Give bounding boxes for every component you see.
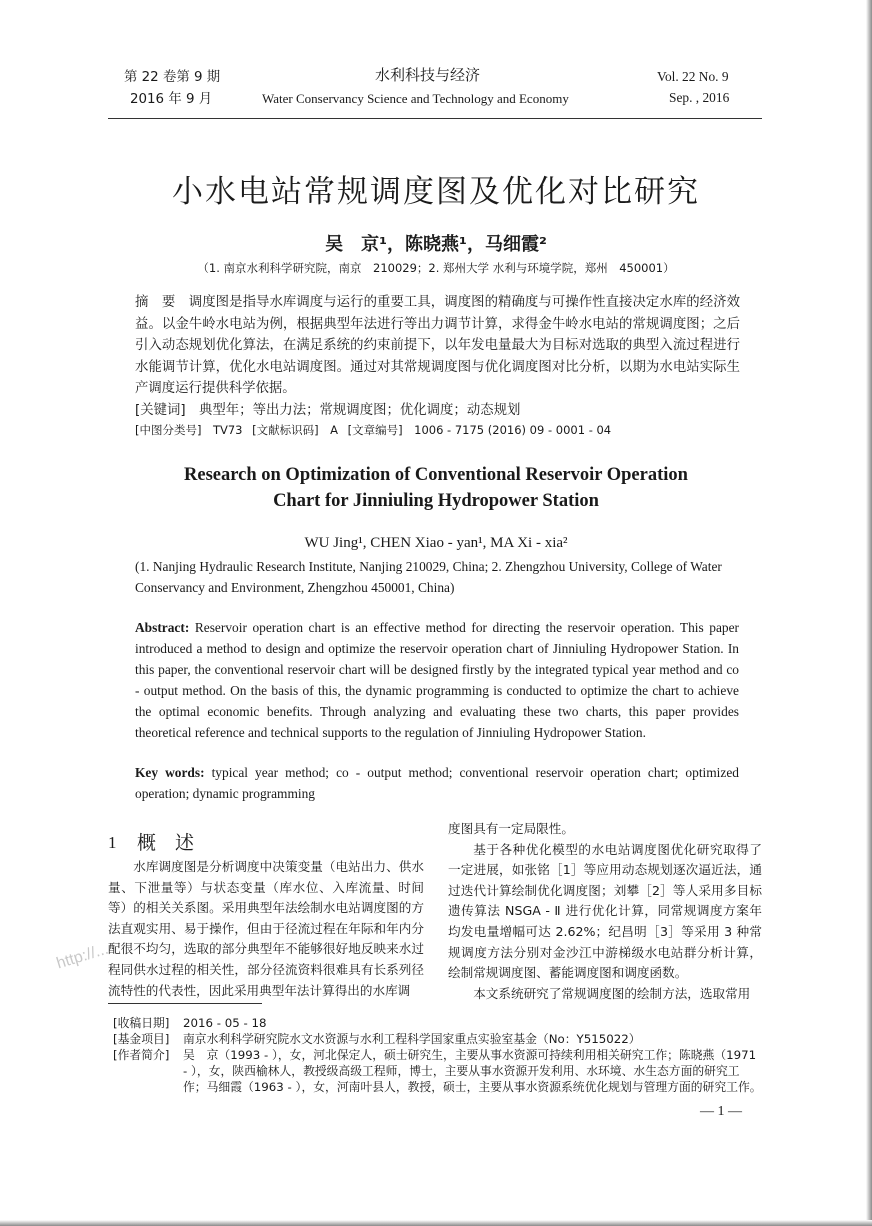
received-date: 2016 - 05 - 18 <box>183 1016 267 1030</box>
keywords-cn: [关键词] 典型年；等出力法；常规调度图；优化调度；动态规划 <box>135 403 521 418</box>
received-label: [收稿日期] <box>113 1016 170 1030</box>
section-title: 概 述 <box>137 832 195 854</box>
abstract-en-text: Reservoir operation chart is an effective method for directing the reservoir operation. This paper introduced a method to design and optimize the reservoir operation chart of Jinniuling Hydropower Station. In this paper, the conventional reservoir chart will be designed firstly by the integrated typical year method and co - output method. On the basis of this, the dynamic programming is conducted to optimize the chart to achieve the optimal economic benefits. Through analyzing and evaluating these two charts, this paper provides theoretical reference and technical supports to the regulation of Jinniuling Hydropower Station. <box>135 620 739 740</box>
body-left-column <box>108 857 424 1001</box>
title-en-line-1: Research on Optimization of Conventional Reservoir Operation <box>184 465 688 485</box>
volume-issue-cn: 第 22 卷第 9 期 <box>124 70 221 85</box>
body-right-column <box>448 819 762 1004</box>
author-bio-label: [作者简介] <box>113 1048 170 1062</box>
page-edge-shadow-bottom <box>0 1220 872 1226</box>
journal-name-en: Water Conservancy Science and Technology and Economy <box>262 91 569 106</box>
clc-code: [中图分类号] TV73 <box>135 423 243 437</box>
author-bio-text: 吴 京（1993 - ），女，河北保定人，硕士研究生，主要从事水资源可持续利用相关研究工作；陈晓燕（1971 - ），女，陕西榆林人，教授级高级工程师，博士，主要从事水资源开发利用、水环境、水生态方面的研究工作；马细霞（1963 - ），女，河南叶县人，教授，硕士，主要从事水资源系统优化规划与管理方面的研究工作。 <box>183 1048 762 1094</box>
keywords-en-label: Key words: <box>135 765 205 780</box>
article-number: [文章编号] 1006 - 7175 (2016) 09 - 0001 - 04 <box>347 423 612 437</box>
doc-code: [文献标识码] A <box>252 423 338 437</box>
body-paragraph: 水库调度图是分析调度中决策变量（电站出力、供水量、下泄量等）与状态变量（库水位、入库流量、时间等）的相关关系图。采用典型年法绘制水电站调度图的方法直观实用、易于操作，但由于径流过程在年际和年内分配很不均匀，选取的部分典型年不能够很好地反映来水过程同供水过程的相关性，部分径流资料很难具有长系列径流特性的代表性，因此采用典型年法计算得出的水库调 <box>108 859 424 998</box>
keywords-en-text: typical year method; co - output method; conventional reservoir operation chart; optimized operation; dynamic programming <box>135 765 739 801</box>
footnote-divider <box>108 1003 262 1004</box>
volume-issue-en: Vol. 22 No. 9 <box>657 69 729 84</box>
abstract-en <box>135 617 739 743</box>
authors-cn: 吴 京¹，陈晓燕¹，马细霞² <box>325 234 547 255</box>
abstract-cn: 摘 要 调度图是指导水库调度与运行的重要工具，调度图的精确度与可操作性直接决定水库的经济效益。以金牛岭水电站为例，根据典型年法进行等出力调节计算，求得金牛岭水电站的常规调度图；之后引入动态规划优化算法，在满足系统的约束前提下，以年发电量最大为目标对选取的典型入流过程进行水能调节计算，优化水电站调度图。通过对其常规调度图与优化调度图对比分析，以期为水电站实际生产调度运行提供科学依据。 <box>135 295 740 396</box>
classification-codes <box>135 422 775 438</box>
keywords-en <box>135 762 739 804</box>
page-number: — 1 — <box>700 1104 742 1119</box>
body-paragraph: 本文系统研究了常规调度图的绘制方法，选取常用 <box>473 985 751 1001</box>
date-cn: 2016 年 9 月 <box>130 92 213 107</box>
header-divider <box>108 118 762 119</box>
affiliations-cn: （1. 南京水利科学研究院，南京 210029；2. 郑州大学 水利与环境学院，郑州 450001） <box>197 261 675 275</box>
title-en-line-2: Chart for Jinniuling Hydropower Station <box>273 491 599 511</box>
paper-title-en <box>0 462 872 514</box>
abstract-en-label: Abstract: <box>135 620 190 635</box>
fund-text: 南京水利科学研究院水文水资源与水利工程科学国家重点实验室基金（No：Y515022） <box>183 1032 641 1046</box>
fund-label: [基金项目] <box>113 1032 170 1046</box>
watermark: http://... <box>54 940 111 973</box>
fund-row <box>113 1031 763 1047</box>
date-en: Sep. , 2016 <box>669 90 730 105</box>
footnote <box>113 1015 763 1095</box>
received-date-row <box>113 1015 763 1031</box>
author-bio-row <box>113 1047 763 1095</box>
page-edge-shadow-right <box>866 0 872 1226</box>
authors-en: WU Jing¹, CHEN Xiao - yan¹, MA Xi - xia² <box>304 535 568 551</box>
section-number: 1 <box>108 833 117 852</box>
body-paragraph: 度图具有一定局限性。 <box>448 821 574 836</box>
body-paragraph: 基于各种优化模型的水电站调度图优化研究取得了一定进展，如张铭［1］等应用动态规划逐次逼近法，通过迭代计算绘制优化调度图；刘攀［2］等人采用多目标遗传算法 NSGA - Ⅱ 进行优化计算，同常规调度方案年均发电量增幅可达 2.62%；纪昌明［3］等采用 3 种常规调度方法分别对金沙江中游梯级水电站群分析计算，绘制常规调度图、蓄能调度图和调度函数。 <box>448 841 762 981</box>
affiliations-en: (1. Nanjing Hydraulic Research Institute, Nanjing 210029, China; 2. Zhengzhou University, College of Water Conservancy and Environment, Zhengzhou 450001, China) <box>135 559 722 595</box>
journal-name-cn: 水利科技与经济 <box>375 66 481 84</box>
paper-title-cn: 小水电站常规调度图及优化对比研究 <box>172 174 700 210</box>
